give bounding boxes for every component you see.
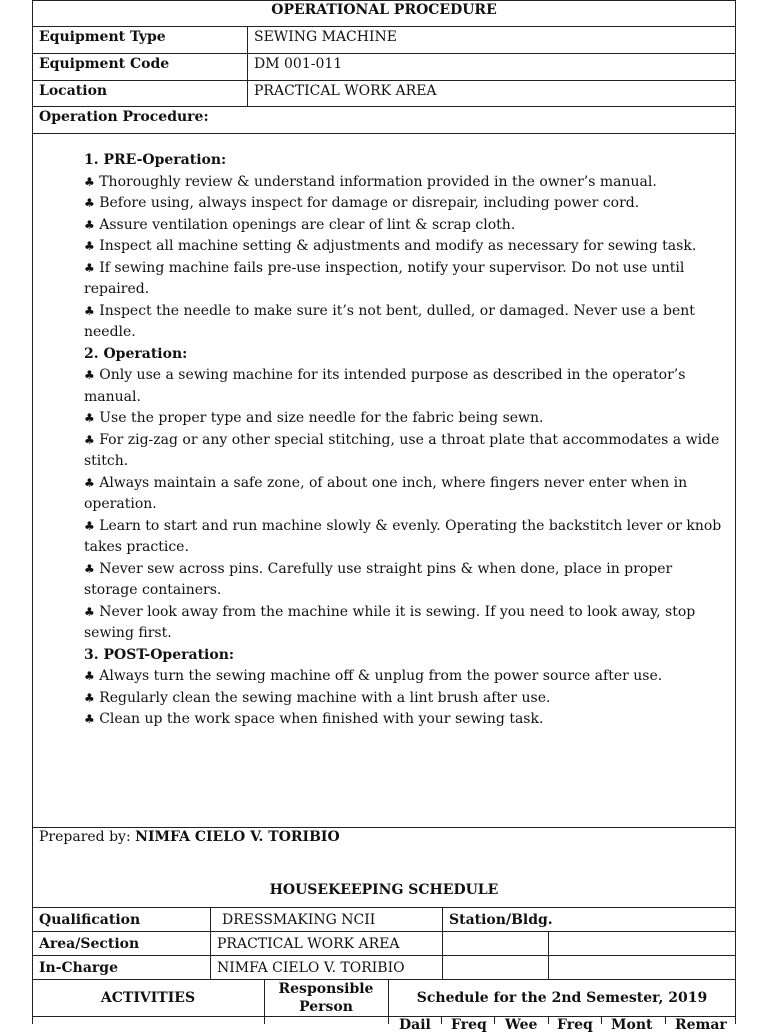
club-bullet-icon: ♣ bbox=[84, 196, 95, 210]
club-bullet-icon: ♣ bbox=[84, 239, 95, 253]
responsible-label-2: Person bbox=[299, 999, 353, 1015]
procedure-item-text: Regularly clean the sewing machine with a lint brush after use. bbox=[99, 689, 551, 706]
procedure-section-title: 3. POST-Operation: bbox=[84, 646, 235, 663]
freq-header-monthly: Mont bbox=[611, 1017, 653, 1033]
qualification-label: Qualification bbox=[39, 912, 141, 928]
operation-procedure-label: Operation Procedure: bbox=[39, 109, 209, 125]
procedure-item bbox=[84, 666, 724, 688]
area-value: PRACTICAL WORK AREA bbox=[217, 936, 400, 952]
club-bullet-icon: ♣ bbox=[84, 432, 95, 447]
club-bullet-icon: ♣ bbox=[84, 518, 95, 533]
column-divider bbox=[665, 1016, 666, 1024]
equipment-type-label: Equipment Type bbox=[39, 29, 166, 45]
club-bullet-icon: ♣ bbox=[84, 303, 95, 318]
club-bullet-icon: ♣ bbox=[84, 604, 95, 619]
procedure-item-text: Inspect all machine setting & adjustments and modify as necessary for sewing task. bbox=[99, 238, 697, 254]
procedure-section-title: 1. PRE-Operation: bbox=[84, 152, 227, 168]
freq-header-daily: Dail bbox=[399, 1017, 431, 1033]
prepared-by-label: Prepared by: bbox=[39, 829, 131, 845]
incharge-label: In-Charge bbox=[39, 960, 119, 976]
location-label: Location bbox=[39, 83, 108, 99]
column-divider bbox=[441, 1016, 442, 1024]
procedure-item bbox=[84, 602, 724, 645]
column-divider bbox=[548, 931, 549, 979]
activities-label: ACTIVITIES bbox=[100, 990, 196, 1006]
procedure-item bbox=[84, 473, 724, 516]
procedure-section-title: 2. Operation: bbox=[84, 345, 188, 362]
qualification-value: DRESSMAKING NCII bbox=[222, 912, 376, 928]
schedule-label: Schedule for the 2nd Semester, 2019 bbox=[416, 990, 708, 1006]
equipment-type-value: SEWING MACHINE bbox=[254, 29, 397, 45]
procedure-item-text: Only use a sewing machine for its intended purpose as described in the operator’s manual. bbox=[84, 367, 686, 405]
procedure-item-text: Before using, always inspect for damage or disrepair, including power cord. bbox=[99, 195, 640, 211]
club-bullet-icon: ♣ bbox=[84, 217, 95, 232]
equipment-code-label: Equipment Code bbox=[39, 56, 170, 72]
row-divider bbox=[32, 907, 736, 908]
procedure-item-text: Always maintain a safe zone, of about one inch, where fingers never enter when in operation. bbox=[84, 474, 688, 512]
procedure-item bbox=[84, 516, 724, 559]
procedure-item-text: Thoroughly review & understand information provided in the owner’s manual. bbox=[99, 173, 657, 190]
club-bullet-icon: ♣ bbox=[84, 260, 95, 275]
equipment-code-value: DM 001-011 bbox=[254, 56, 343, 72]
procedure-item-text: Never sew across pins. Carefully use straight pins & when done, place in proper storage containers. bbox=[84, 560, 673, 598]
procedure-item-text: Learn to start and run machine slowly & evenly. Operating the backstitch lever or knob takes practice. bbox=[84, 517, 722, 555]
procedure-item-text: Inspect the needle to make sure it’s not bent, dulled, or damaged. Never use a bent needle. bbox=[84, 302, 695, 340]
procedure-item bbox=[84, 365, 724, 408]
procedure-item bbox=[84, 301, 724, 344]
procedure-item bbox=[84, 430, 724, 473]
procedure-title: OPERATIONAL PROCEDURE bbox=[271, 2, 497, 18]
procedure-item bbox=[84, 258, 724, 301]
freq-header-remarks: Remar bbox=[675, 1017, 727, 1033]
row-divider bbox=[32, 26, 736, 27]
procedure-item-text: If sewing machine fails pre-use inspection, notify your supervisor. Do not use until repaired. bbox=[84, 259, 685, 297]
procedure-item bbox=[84, 172, 724, 194]
procedure-item-text: Clean up the work space when finished with your sewing task. bbox=[99, 711, 544, 727]
row-divider bbox=[32, 133, 736, 134]
freq-header-freq-2: Freq bbox=[557, 1017, 593, 1033]
procedure-item-text: Use the proper type and size needle for the fabric being sewn. bbox=[99, 410, 544, 426]
incharge-value: NIMFA CIELO V. TORIBIO bbox=[217, 960, 405, 976]
procedure-item bbox=[84, 215, 724, 237]
procedure-item bbox=[84, 688, 724, 710]
club-bullet-icon: ♣ bbox=[84, 411, 95, 425]
freq-header-weekly: Wee bbox=[505, 1017, 538, 1033]
row-divider bbox=[32, 931, 736, 932]
area-label: Area/Section bbox=[39, 936, 140, 952]
club-bullet-icon: ♣ bbox=[84, 669, 95, 683]
location-value: PRACTICAL WORK AREA bbox=[254, 83, 437, 99]
column-divider bbox=[601, 1016, 602, 1024]
row-divider bbox=[32, 53, 736, 54]
responsible-label-1: Responsible bbox=[278, 981, 374, 997]
club-bullet-icon: ♣ bbox=[84, 368, 95, 382]
procedure-item-text: For zig-zag or any other special stitching, use a throat plate that accommodates a wide stitch. bbox=[84, 431, 720, 469]
club-bullet-icon: ♣ bbox=[84, 561, 95, 576]
station-label: Station/Bldg. bbox=[449, 912, 553, 928]
column-divider bbox=[210, 907, 211, 979]
column-divider bbox=[442, 907, 443, 979]
housekeeping-title: HOUSEKEEPING SCHEDULE bbox=[269, 882, 499, 898]
row-divider bbox=[32, 80, 736, 81]
prepared-by-name: NIMFA CIELO V. TORIBIO bbox=[135, 829, 340, 845]
column-divider bbox=[548, 1016, 549, 1024]
procedure-item-text: Always turn the sewing machine off & unplug from the power source after use. bbox=[99, 668, 663, 684]
procedure-item bbox=[84, 408, 724, 430]
procedure-item bbox=[84, 193, 724, 215]
procedure-item bbox=[84, 236, 724, 258]
procedure-item-text: Never look away from the machine while it is sewing. If you need to look away, stop sewing first. bbox=[84, 603, 696, 641]
procedure-item bbox=[84, 709, 724, 731]
freq-header-freq-1: Freq bbox=[451, 1017, 487, 1033]
club-bullet-icon: ♣ bbox=[84, 712, 95, 726]
prepared-by bbox=[39, 828, 340, 846]
procedure-item bbox=[84, 559, 724, 602]
club-bullet-icon: ♣ bbox=[84, 174, 95, 189]
column-divider bbox=[247, 26, 248, 106]
procedure-body bbox=[84, 150, 724, 731]
row-divider bbox=[32, 106, 736, 107]
procedure-item-text: Assure ventilation openings are clear of lint & scrap cloth. bbox=[99, 216, 516, 233]
club-bullet-icon: ♣ bbox=[84, 690, 95, 705]
row-divider bbox=[32, 955, 736, 956]
club-bullet-icon: ♣ bbox=[84, 475, 95, 490]
column-divider bbox=[494, 1016, 495, 1024]
